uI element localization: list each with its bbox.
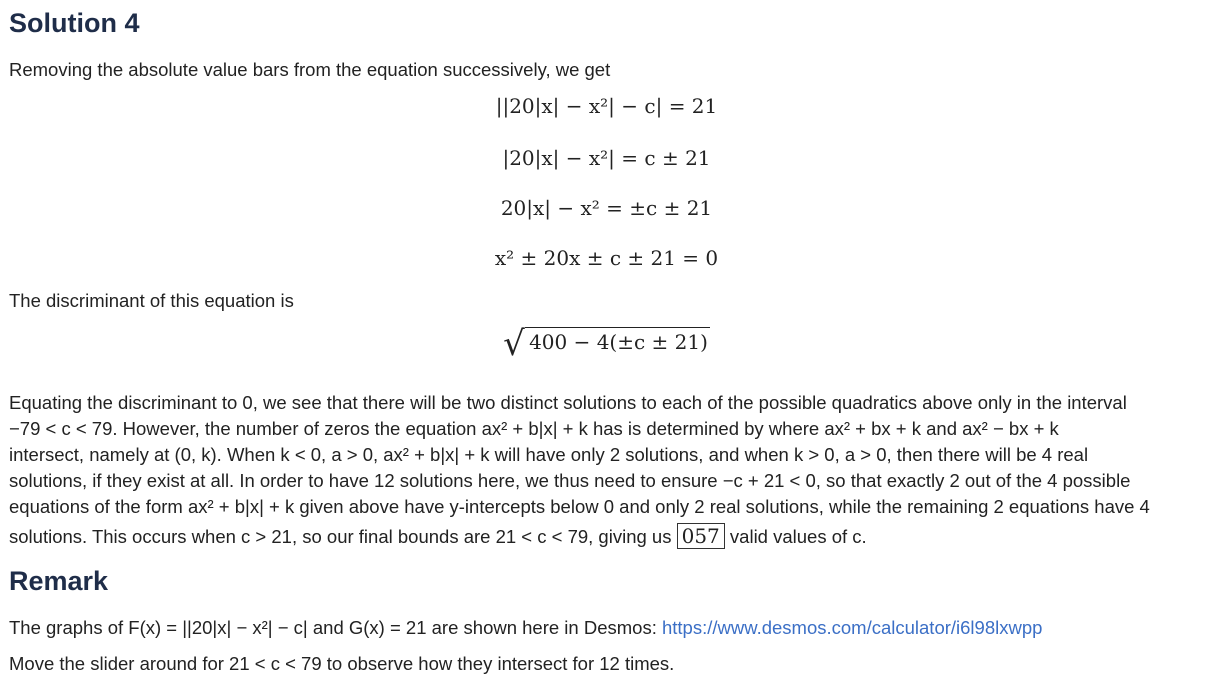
intro-text: Removing the absolute value bars from the equation successively, we get [9, 59, 611, 80]
paragraph-line-2: −79 < c < 79. However, the number of zeros the equation ax² + b|x| + k has is determined by where ax² + bx + k and ax² − bx + k [9, 418, 1059, 439]
slider-line: Move the slider around for 21 < c < 79 to observe how they intersect for 12 times. [9, 653, 675, 674]
equation-2: |20|x| − x²| = c ± 21 [502, 146, 711, 170]
equation-1: ||20|x| − x²| − c| = 21 [495, 94, 718, 118]
equation-4: x² ± 20x ± c ± 21 = 0 [494, 246, 719, 270]
final-line-end: valid values of c. [729, 526, 867, 547]
paragraph-line-3: intersect, namely at (0, k). When k < 0, a > 0, ax² + b|x| + k will have only 2 solutions, and when k > 0, a > 0, then there will be 4 real [9, 444, 1089, 465]
remark-heading: Remark [9, 566, 109, 596]
discriminant-intro: The discriminant of this equation is [9, 290, 294, 311]
final-line [9, 523, 867, 550]
answer-box: 057 [677, 523, 725, 549]
remark-line [9, 615, 1042, 641]
equation-3: 20|x| − x² = ±c ± 21 [500, 196, 713, 220]
paragraph-line-5: equations of the form ax² + b|x| + k given above have y-intercepts below 0 and only 2 real solutions, while the remaining 2 equations have 4 [9, 496, 1150, 517]
discriminant-expression [0, 324, 1213, 364]
remark-text: The graphs of F(x) = ||20|x| − x²| − c| and G(x) = 21 are shown here in Desmos: [9, 617, 657, 638]
discriminant-radicand: 400 − 4(±c ± 21) [525, 327, 710, 354]
paragraph-line-1: Equating the discriminant to 0, we see that there will be two distinct solutions to each of the possible quadratics above only in the interval [9, 392, 1127, 413]
paragraph-line-4: solutions, if they exist at all. In order to have 12 solutions here, we thus need to ensure −c + 21 < 0, so that exactly 2 out of the 4 possible [9, 470, 1131, 491]
square-root: √ 400 − 4(±c ± 21) [503, 324, 708, 364]
desmos-link[interactable]: https://www.desmos.com/calculator/i6l98lxwpp [661, 617, 1043, 638]
solution-heading: Solution 4 [9, 8, 140, 38]
final-line-text: solutions. This occurs when c > 21, so our final bounds are 21 < c < 79, giving us [9, 526, 672, 547]
